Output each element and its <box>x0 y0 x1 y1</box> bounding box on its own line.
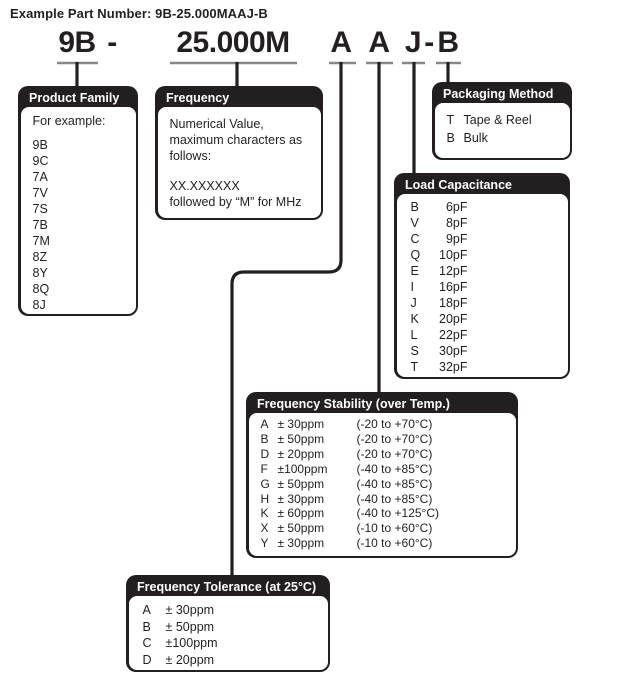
tolerance-ppm: ± 20ppm <box>165 652 215 667</box>
tolerance-row <box>143 619 320 636</box>
load-capacitance-row <box>411 215 560 231</box>
part-segment-tolerance: A <box>330 26 352 59</box>
stability-ppm: ± 60ppm <box>277 506 325 521</box>
load-capacitance-row <box>411 311 560 327</box>
tolerance-ppm: ±100ppm <box>165 636 218 650</box>
load-value: 10pF <box>439 248 468 262</box>
load-value: 18pF <box>439 296 468 310</box>
load-value: 22pF <box>439 328 468 342</box>
tolerance-code: B <box>142 619 151 634</box>
stability-temp-range: (-40 to +85°C) <box>356 491 433 506</box>
packaging-method-title: Packaging Method <box>443 87 554 101</box>
stability-code: Y <box>260 536 269 551</box>
product-family-item: 7S <box>32 202 48 216</box>
frequency-box <box>155 86 323 220</box>
part-segment-load: J <box>404 26 422 59</box>
part-segment-stability: A <box>368 26 390 59</box>
example-part-number-label: Example Part Number: 9B-25.000MAAJ-B <box>10 6 268 21</box>
load-value: 32pF <box>439 360 468 374</box>
tolerance-row <box>143 635 320 652</box>
frequency-tolerance-body <box>129 596 328 670</box>
load-capacitance-body <box>397 194 568 377</box>
load-value: 16pF <box>439 280 468 294</box>
stability-temp-range: (-40 to +85°C) <box>356 476 433 491</box>
stability-temp-range: (-20 to +70°C) <box>356 417 433 431</box>
stability-ppm: ± 20ppm <box>277 446 325 461</box>
product-family-item: 7A <box>32 170 48 184</box>
stability-temp-range: (-20 to +70°C) <box>356 431 433 446</box>
load-capacitance-row <box>411 279 560 295</box>
product-family-item: 9B <box>32 138 48 152</box>
frequency-stability-body <box>249 413 516 556</box>
frequency-body <box>158 107 321 218</box>
product-family-item: 9C <box>32 154 49 168</box>
load-code: V <box>410 216 419 230</box>
stability-ppm: ± 50ppm <box>277 521 325 536</box>
product-family-item: 8Q <box>32 282 50 296</box>
load-code: S <box>410 344 419 358</box>
product-family-item: 8Z <box>32 250 48 264</box>
stability-ppm: ± 50ppm <box>277 476 325 491</box>
load-value: 12pF <box>439 264 468 278</box>
stability-code: X <box>260 521 269 536</box>
stability-ppm: ± 30ppm <box>277 536 325 551</box>
tolerance-code: A <box>142 603 151 617</box>
stability-temp-range: (-40 to +85°C) <box>356 461 433 476</box>
product-family-item: 8Y <box>32 266 48 280</box>
load-code: C <box>410 232 420 246</box>
stability-row <box>261 521 508 536</box>
stability-code: A <box>260 417 269 431</box>
frequency-tolerance-title: Frequency Tolerance (at 25°C) <box>137 580 317 594</box>
load-value: 9pF <box>445 232 468 246</box>
stability-temp-range: (-40 to +125°C) <box>356 506 440 521</box>
packaging-method-box <box>432 82 572 160</box>
load-capacitance-row <box>411 327 560 343</box>
tolerance-row <box>143 602 320 619</box>
frequency-stability-title: Frequency Stability (over Temp.) <box>257 397 450 411</box>
stability-row <box>261 447 508 462</box>
stability-row <box>261 462 508 477</box>
stability-ppm: ± 30ppm <box>277 417 325 431</box>
stability-ppm: ±100ppm <box>277 461 328 476</box>
load-value: 20pF <box>439 312 468 326</box>
load-capacitance-row <box>411 199 560 215</box>
frequency-stability-box <box>246 392 518 558</box>
frequency-tolerance-box <box>126 575 330 672</box>
part-segment-packaging: B <box>437 26 459 59</box>
product-family-item: 7B <box>32 218 48 232</box>
part-segment-family: 9B <box>58 26 96 59</box>
packaging-row <box>447 111 562 129</box>
stability-code: H <box>260 491 270 506</box>
load-value: 8pF <box>445 216 468 230</box>
stability-code: K <box>260 506 269 521</box>
load-value: 6pF <box>445 200 468 214</box>
load-capacitance-title: Load Capacitance <box>405 178 512 192</box>
load-capacitance-row <box>411 343 560 359</box>
frequency-format-note: followed by “M” for MHz <box>169 195 302 209</box>
load-code: B <box>410 200 419 214</box>
tolerance-row <box>143 652 320 669</box>
stability-code: B <box>260 431 269 446</box>
stability-row <box>261 432 508 447</box>
load-code: L <box>410 328 418 342</box>
tolerance-code: C <box>142 636 152 650</box>
packaging-code: T <box>446 113 455 127</box>
stability-row <box>261 417 508 432</box>
product-family-body <box>21 107 136 314</box>
part-segment-dash2: - <box>424 26 434 59</box>
packaging-code: B <box>446 131 455 145</box>
stability-row <box>261 536 508 551</box>
load-capacitance-row <box>411 247 560 263</box>
load-value: 30pF <box>439 344 468 358</box>
load-capacitance-row <box>411 263 560 279</box>
stability-code: F <box>260 461 268 476</box>
load-capacitance-row <box>411 231 560 247</box>
stability-temp-range: (-10 to +60°C) <box>356 521 433 536</box>
product-family-item: 7M <box>32 234 50 248</box>
stability-ppm: ± 30ppm <box>277 491 325 506</box>
stability-code: D <box>260 446 270 461</box>
stability-row <box>261 477 508 492</box>
load-code: J <box>410 296 417 310</box>
product-family-intro: For example: <box>32 114 106 128</box>
stability-ppm: ± 50ppm <box>277 431 325 446</box>
stability-temp-range: (-10 to +60°C) <box>356 536 433 551</box>
load-code: Q <box>410 248 421 262</box>
load-code: E <box>410 264 419 278</box>
load-capacitance-row <box>411 295 560 311</box>
product-family-item: 7V <box>32 186 48 200</box>
tolerance-ppm: ± 50ppm <box>165 619 215 634</box>
product-family-title: Product Family <box>29 91 120 105</box>
frequency-description: Numerical Value, maximum characters as follows: <box>169 117 303 163</box>
product-family-box <box>18 86 138 316</box>
stability-temp-range: (-20 to +70°C) <box>356 446 433 461</box>
stability-code: G <box>260 476 270 491</box>
packaging-method-body <box>435 103 570 158</box>
packaging-value: Bulk <box>463 131 488 145</box>
product-family-item: 8J <box>32 298 46 312</box>
load-code: I <box>410 280 414 294</box>
packaging-row <box>447 129 562 147</box>
stability-row <box>261 492 508 507</box>
frequency-title: Frequency <box>166 91 230 105</box>
tolerance-ppm: ± 30ppm <box>165 603 215 617</box>
load-capacitance-box <box>394 173 570 379</box>
load-capacitance-row <box>411 359 560 375</box>
packaging-value: Tape & Reel <box>463 113 532 127</box>
load-code: T <box>410 360 419 374</box>
stability-row <box>261 506 508 521</box>
part-segment-frequency: 25.000M <box>176 26 290 59</box>
part-segment-dash1: - <box>107 26 117 59</box>
tolerance-code: D <box>142 652 152 667</box>
frequency-format: XX.XXXXXX <box>169 179 240 193</box>
load-code: K <box>410 312 419 326</box>
